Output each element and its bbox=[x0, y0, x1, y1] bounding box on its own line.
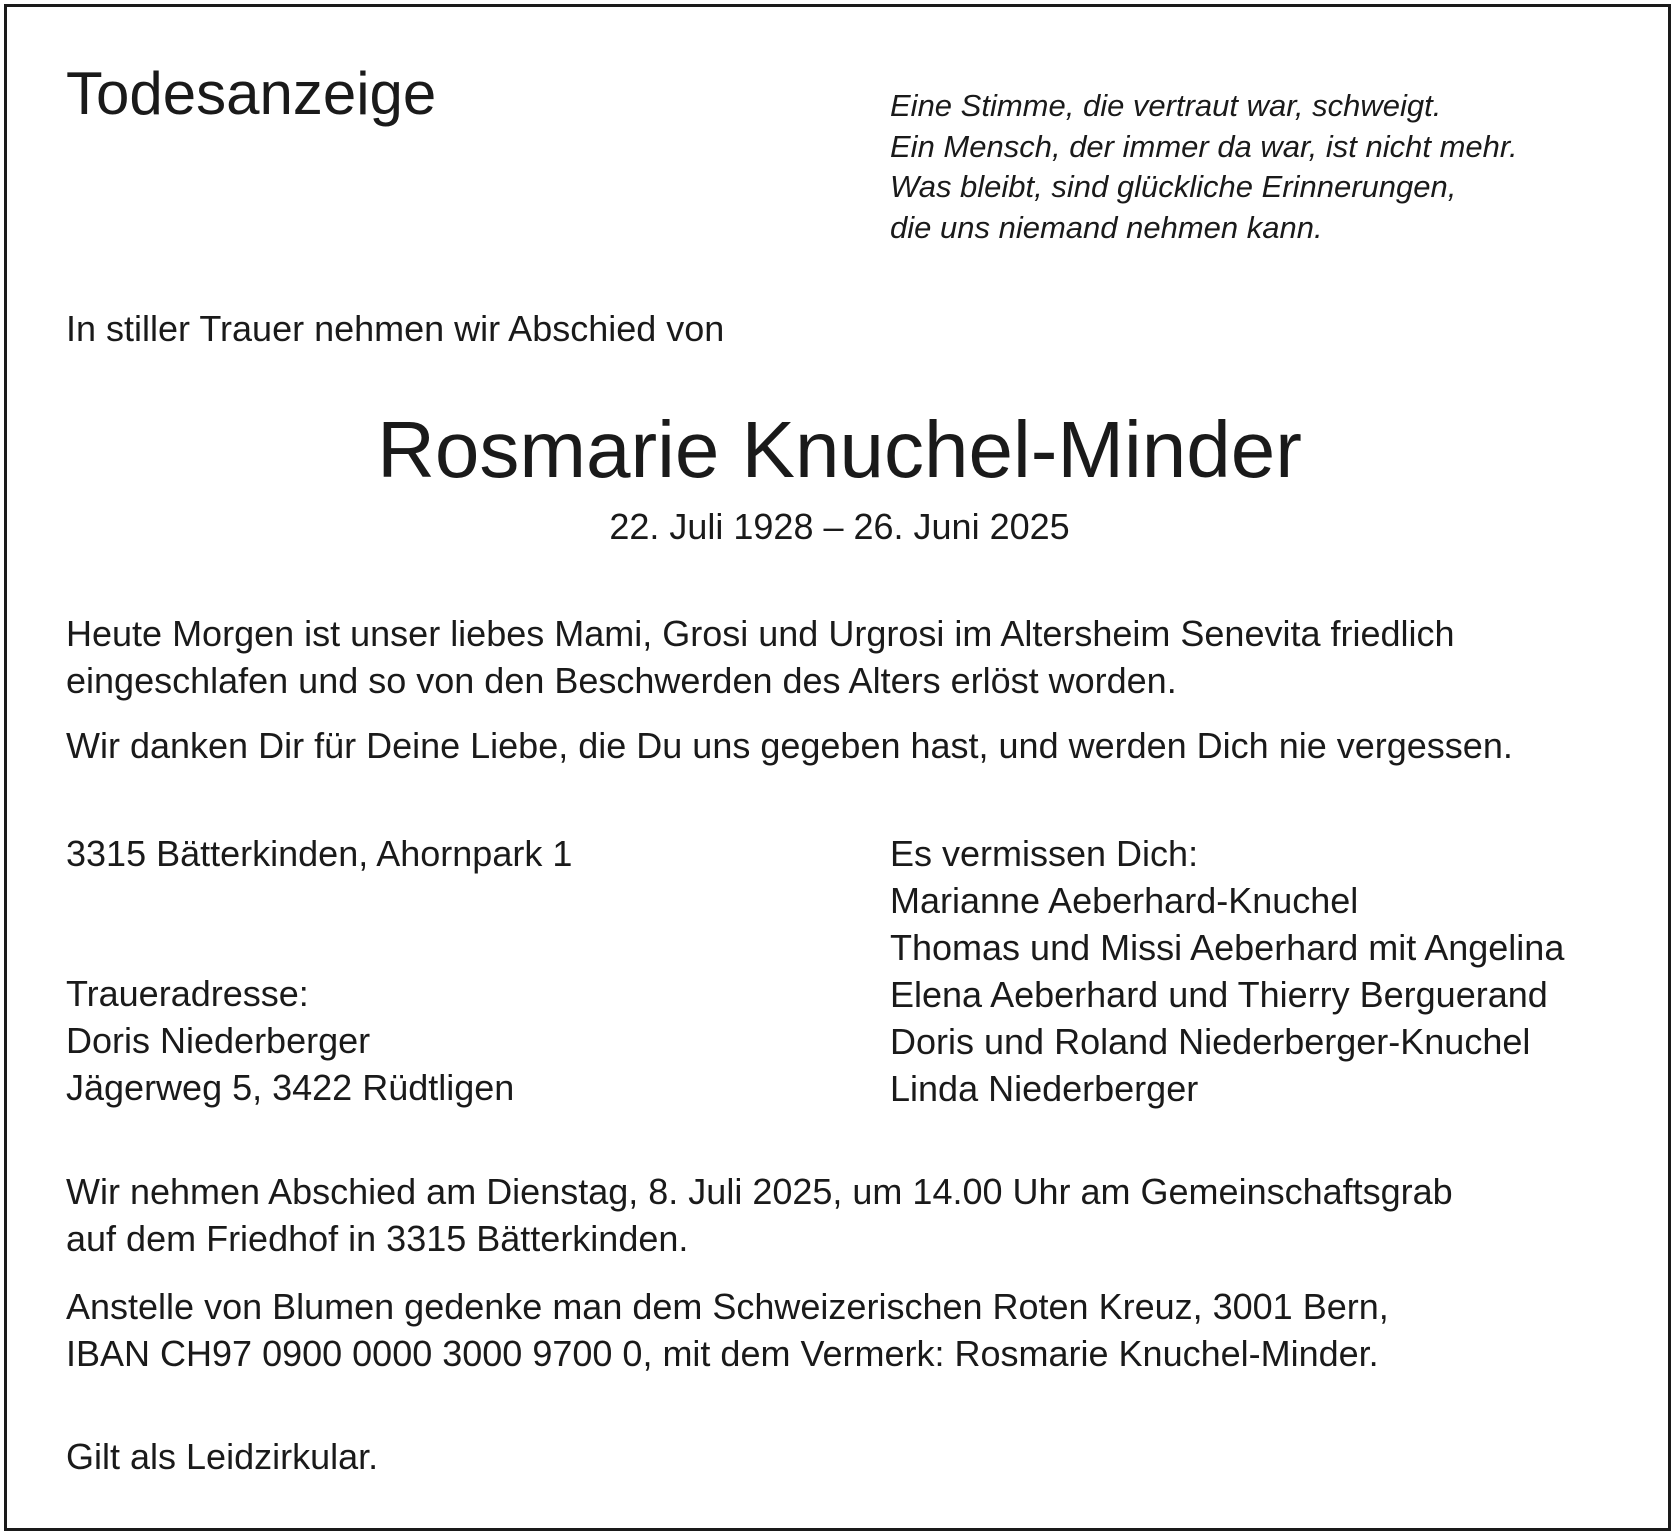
intro-text: In stiller Trauer nehmen wir Abschied von bbox=[66, 308, 725, 349]
funeral-line: Wir nehmen Abschied am Dienstag, 8. Juli 2025, um 14.00 Uhr am Gemeinschaftsgrab bbox=[66, 1171, 1453, 1212]
mourning-address-line: Doris Niederberger bbox=[66, 1020, 371, 1061]
paragraph-line: Heute Morgen ist unser liebes Mami, Grosi und Urgrosi im Altersheim Senevita friedlich bbox=[66, 613, 1455, 654]
poem-line: Was bleibt, sind glückliche Erinnerungen, bbox=[890, 169, 1457, 204]
mourners-label: Es vermissen Dich: bbox=[890, 833, 1199, 874]
circular-note: Gilt als Leidzirkular. bbox=[66, 1436, 379, 1477]
mourners-list bbox=[890, 830, 1564, 1112]
donation-line: IBAN CH97 0900 0000 3000 9700 0, mit dem Vermerk: Rosmarie Knuchel-Minder. bbox=[66, 1333, 1379, 1374]
poem-line: Eine Stimme, die vertraut war, schweigt. bbox=[890, 88, 1442, 123]
deceased-name: Rosmarie Knuchel-Minder bbox=[377, 405, 1302, 494]
donation-line: Anstelle von Blumen gedenke man dem Schweizerischen Roten Kreuz, 3001 Bern, bbox=[66, 1286, 1389, 1327]
mourning-address bbox=[66, 970, 514, 1111]
poem-line: Ein Mensch, der immer da war, ist nicht mehr. bbox=[890, 128, 1518, 164]
mourner-name: Thomas und Missi Aeberhard mit Angelina bbox=[890, 927, 1565, 968]
thanks-paragraph: Wir danken Dir für Deine Liebe, die Du uns gegeben hast, und werden Dich nie vergessen. bbox=[66, 725, 1513, 766]
announcement-paragraph bbox=[66, 610, 1455, 704]
life-dates: 22. Juli 1928 – 26. Juni 2025 bbox=[609, 506, 1070, 547]
paragraph-line: eingeschlafen und so von den Beschwerden des Alters erlöst worden. bbox=[66, 660, 1177, 701]
deceased-address: 3315 Bätterkinden, Ahornpark 1 bbox=[66, 833, 573, 874]
funeral-info bbox=[66, 1168, 1453, 1262]
donation-info bbox=[66, 1283, 1389, 1377]
mourner-name: Linda Niederberger bbox=[890, 1068, 1199, 1109]
mourner-name: Doris und Roland Niederberger-Knuchel bbox=[890, 1021, 1531, 1062]
mourner-name: Elena Aeberhard und Thierry Berguerand bbox=[890, 974, 1548, 1015]
poem bbox=[890, 86, 1518, 248]
mourning-address-label: Traueradresse: bbox=[66, 973, 309, 1014]
mourning-address-line: Jägerweg 5, 3422 Rüdtligen bbox=[66, 1067, 515, 1108]
mourner-name: Marianne Aeberhard-Knuchel bbox=[890, 880, 1359, 921]
funeral-line: auf dem Friedhof in 3315 Bätterkinden. bbox=[66, 1218, 689, 1259]
poem-line: die uns niemand nehmen kann. bbox=[890, 209, 1323, 245]
notice-title: Todesanzeige bbox=[66, 60, 437, 127]
